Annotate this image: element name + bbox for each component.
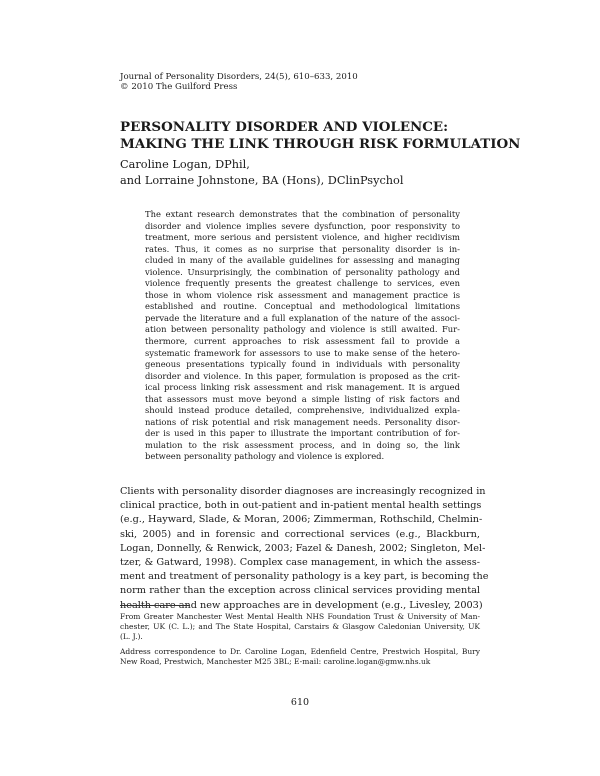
journal-citation: [120, 72, 500, 92]
article-title: [120, 119, 521, 153]
abstract-line: disorder and violence implies severe dysfunction, poor responsivity to: [145, 220, 460, 231]
abstract-line: mulation to the risk assessment process, and in doing so, the link: [145, 439, 460, 450]
body-line: health care and new approaches are in development (e.g., Livesley, 2003): [120, 599, 483, 611]
body-line: Clients with personality disorder diagnoses are increasingly recognized in: [120, 486, 486, 497]
abstract-line: violence. Unsurprisingly, the combination of personality pathology and: [145, 266, 460, 277]
correspondence-line: New Road, Prestwich, Manchester M25 3BL; E-mail: caroline.logan@gmw.nhs.uk: [120, 657, 431, 667]
abstract-line: nations of risk potential and risk management needs. Personality disor-: [145, 416, 460, 427]
abstract-line: pervade the literature and a full explanation of the nature of the associ-: [145, 312, 460, 323]
body-line: norm rather than the exception across clinical services providing mental: [120, 585, 480, 597]
author-list: [120, 157, 500, 188]
abstract-line: geneous presentations typically found in individuals with personality: [145, 359, 460, 370]
abstract-line: rates. Thus, it comes as no surprise that personality disorder is in-: [145, 243, 460, 254]
body-line: tzer, & Gatward, 1998). Complex case management, in which the assess-: [120, 557, 480, 569]
body-line: Logan, Donnelly, & Renwick, 2003; Fazel & Danesh, 2002; Singleton, Mel-: [120, 542, 486, 554]
body-line: (e.g., Hayward, Slade, & Moran, 2006; Zimmerman, Rothschild, Chelmin-: [120, 514, 483, 526]
abstract-line: systematic framework for assessors to use to make sense of the hetero-: [145, 347, 460, 358]
journal-citation-line: Journal of Personality Disorders, 24(5), 610–633, 2010: [120, 72, 358, 82]
footnote-divider: [120, 605, 190, 606]
title-line: PERSONALITY DISORDER AND VIOLENCE:: [120, 119, 449, 135]
title-line: MAKING THE LINK THROUGH RISK FORMULATION: [120, 136, 521, 152]
correspondence-line: Address correspondence to Dr. Caroline Logan, Edenfield Centre, Prestwich Hospital, Bury: [120, 647, 480, 657]
footnotes: [120, 612, 480, 667]
abstract-line: should instead produce detailed, comprehensive, individualized expla-: [145, 405, 460, 416]
body-paragraph: [120, 485, 489, 613]
abstract-line: treatment, more serious and persistent violence, and higher recidivism: [145, 232, 460, 243]
affiliation-line: chester, UK (C. L.); and The State Hospital, Carstairs & Glasgow Caledonian University, UK: [120, 621, 480, 631]
author-line: Caroline Logan, DPhil,: [120, 158, 250, 171]
abstract-line: thermore, current approaches to risk assessment fail to provide a: [145, 336, 460, 347]
page-number: 610: [290, 697, 310, 708]
abstract-line: der is used in this paper to illustrate the important contribution of for-: [145, 428, 460, 439]
abstract-line: ation between personality pathology and violence is still awaited. Fur-: [145, 324, 460, 335]
abstract-line: violence frequently presents the greatest challenge to services, even: [145, 278, 460, 289]
abstract: [145, 209, 460, 463]
affiliation-line: (L. J.).: [120, 631, 143, 641]
abstract-line: those in whom violence risk assessment and management practice is: [145, 289, 460, 300]
abstract-line: The extant research demonstrates that the combination of personality: [145, 209, 460, 219]
abstract-line: disorder and violence. In this paper, formulation is proposed as the crit-: [145, 370, 460, 381]
abstract-line: between personality pathology and violence is explored.: [145, 451, 385, 462]
body-line: ski, 2005) and in forensic and correctional services (e.g., Blackburn,: [120, 528, 480, 540]
copyright-line: © 2010 The Guilford Press: [120, 82, 238, 92]
abstract-line: established and routine. Conceptual and methodological limitations: [145, 301, 460, 312]
body-line: ment and treatment of personality pathology is a key part, is becoming the: [120, 571, 489, 583]
body-line: clinical practice, both in out-patient and in-patient mental health settings: [120, 500, 482, 512]
abstract-line: that assessors must move beyond a simple listing of risk factors and: [145, 393, 460, 404]
affiliation-line: From Greater Manchester West Mental Health NHS Foundation Trust & University of Man-: [120, 612, 480, 621]
abstract-line: cluded in many of the available guidelines for assessing and managing: [145, 255, 460, 266]
abstract-line: ical process linking risk assessment and risk management. It is argued: [145, 382, 460, 393]
author-line: and Lorraine Johnstone, BA (Hons), DClinPsychol: [120, 173, 404, 187]
